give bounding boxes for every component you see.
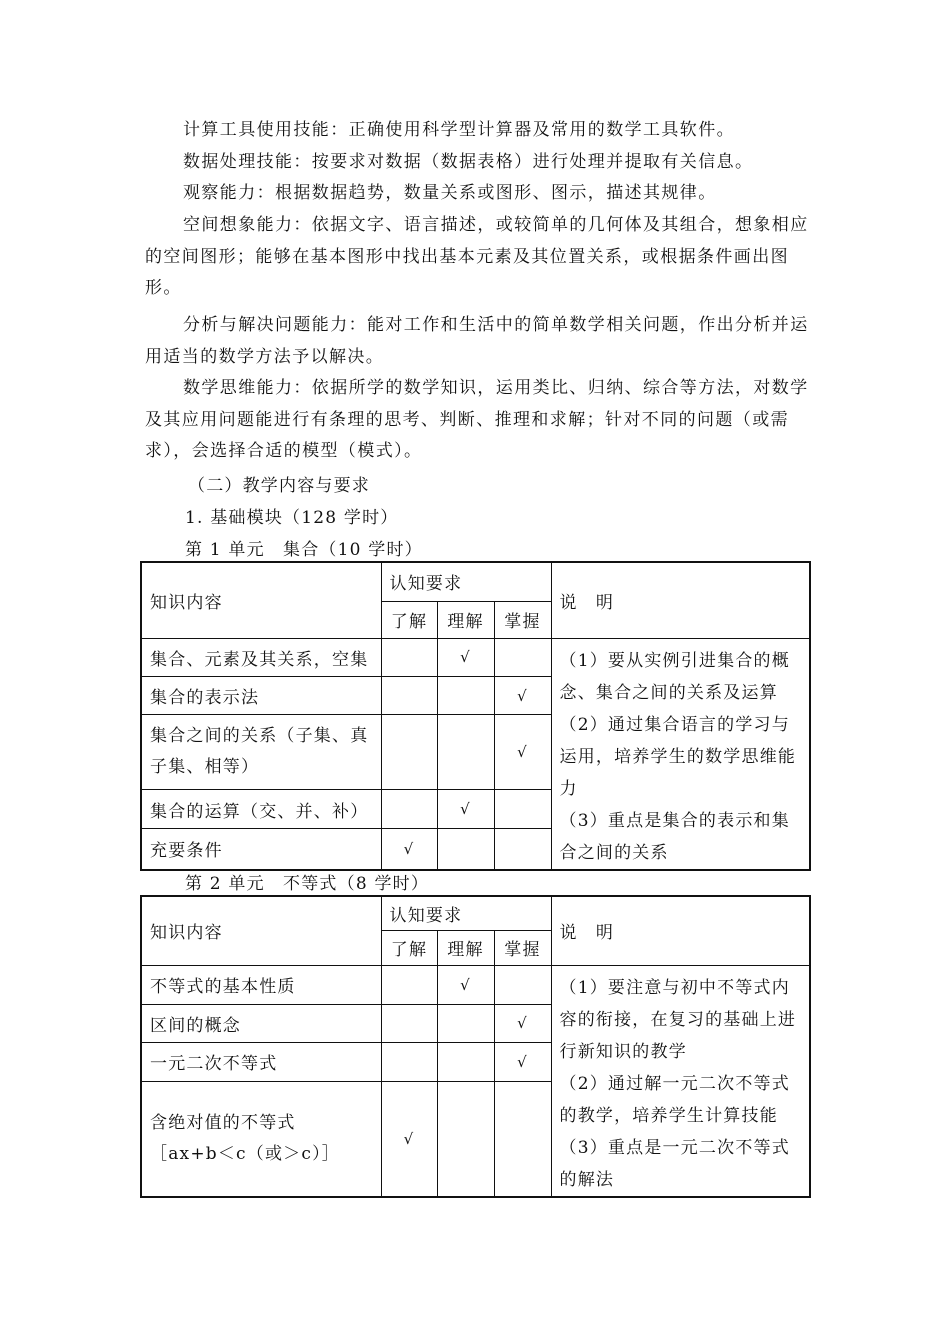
note-1: （1）要注意与初中不等式内容的衔接，在复习的基础上进行新知识的教学 (559, 977, 797, 1062)
header-content: 知识内容 (141, 562, 381, 638)
row-content: 充要条件 (141, 829, 381, 870)
row-content: 集合之间的关系（子集、真子集、相等） (141, 715, 381, 790)
header-content: 知识内容 (141, 896, 381, 965)
level-master (494, 829, 551, 870)
paragraph-data-processing: 数据处理技能：按要求对数据（数据表格）进行处理并提取有关信息。 (183, 152, 754, 172)
row-content: 集合的运算（交、并、补） (141, 790, 381, 829)
level-comprehend (437, 1081, 494, 1196)
note-3: （3）重点是一元二次不等式的解法 (559, 1137, 790, 1190)
header-comprehend: 理解 (437, 601, 494, 638)
row-content: 集合的表示法 (141, 677, 381, 715)
paragraph-math-thinking: 数学思维能力：依据所学的数学知识，运用类比、归纳、综合等方法，对数学及其应用问题能进行有条理的思考、判断、推理和求解；针对不同的问题（或需求），会选择合适的模型（模式）。 (145, 378, 809, 461)
level-comprehend (437, 677, 494, 715)
note-1: （1）要从实例引进集合的概念、集合之间的关系及运算 (559, 650, 790, 703)
row-content (141, 1081, 381, 1196)
level-understand (381, 638, 437, 677)
header-understand: 了解 (381, 601, 437, 638)
module-heading: 1. 基础模块（128 学时） (185, 508, 399, 528)
level-comprehend: √ (437, 638, 494, 677)
header-master: 掌握 (494, 601, 551, 638)
level-understand (381, 965, 437, 1004)
header-understand: 了解 (381, 930, 437, 965)
row-content-line-2: ［ax+b＜c（或＞c）］ (150, 1143, 340, 1164)
level-comprehend (437, 829, 494, 870)
note-2: （2）通过解一元二次不等式的教学，培养学生计算技能 (559, 1073, 790, 1126)
header-requirement: 认知要求 (381, 562, 551, 601)
unit-1-notes (551, 638, 810, 870)
level-master (494, 790, 551, 829)
row-content: 一元二次不等式 (141, 1042, 381, 1081)
level-comprehend (437, 1042, 494, 1081)
level-master: √ (494, 1004, 551, 1042)
paragraph-observation: 观察能力：根据数据趋势，数量关系或图形、图示，描述其规律。 (183, 183, 717, 203)
header-note: 说 明 (551, 896, 810, 965)
level-comprehend: √ (437, 965, 494, 1004)
unit-2-title: 第 2 单元 不等式（8 学时） (185, 874, 430, 894)
note-3: （3）重点是集合的表示和集合之间的关系 (559, 810, 790, 863)
level-understand (381, 677, 437, 715)
section-heading: （二）教学内容与要求 (188, 476, 370, 496)
level-master (494, 638, 551, 677)
level-comprehend (437, 715, 494, 790)
level-master: √ (494, 677, 551, 715)
level-understand (381, 790, 437, 829)
header-requirement: 认知要求 (381, 896, 551, 930)
row-content: 区间的概念 (141, 1004, 381, 1042)
unit-2-notes (551, 965, 810, 1197)
row-content-line-1: 含绝对值的不等式 (150, 1112, 296, 1133)
row-content: 集合、元素及其关系，空集 (141, 638, 381, 677)
level-master: √ (494, 715, 551, 790)
unit-1-title: 第 1 单元 集合（10 学时） (185, 540, 423, 560)
level-comprehend: √ (437, 790, 494, 829)
header-master: 掌握 (494, 930, 551, 965)
level-understand (381, 1004, 437, 1042)
unit-1-table (140, 561, 811, 871)
header-note: 说 明 (551, 562, 810, 638)
level-understand: √ (381, 829, 437, 870)
level-master (494, 965, 551, 1004)
level-master (494, 1081, 551, 1196)
level-master: √ (494, 1042, 551, 1081)
paragraph-problem-solving: 分析与解决问题能力：能对工作和生活中的简单数学相关问题，作出分析并运用适当的数学方法予以解决。 (145, 315, 809, 367)
unit-2-table (140, 895, 811, 1198)
level-understand: √ (381, 1081, 437, 1196)
header-comprehend: 理解 (437, 930, 494, 965)
paragraph-computing-tools: 计算工具使用技能：正确使用科学型计算器及常用的数学工具软件。 (183, 120, 735, 140)
level-understand (381, 1042, 437, 1081)
paragraph-spatial-imagination: 空间想象能力：依据文字、语言描述，或较简单的几何体及其组合，想象相应的空间图形；能够在基本图形中找出基本元素及其位置关系，或根据条件画出图形。 (145, 215, 809, 298)
level-understand (381, 715, 437, 790)
row-content: 不等式的基本性质 (141, 965, 381, 1004)
note-2: （2）通过集合语言的学习与运用，培养学生的数学思维能力 (559, 714, 797, 799)
level-comprehend (437, 1004, 494, 1042)
